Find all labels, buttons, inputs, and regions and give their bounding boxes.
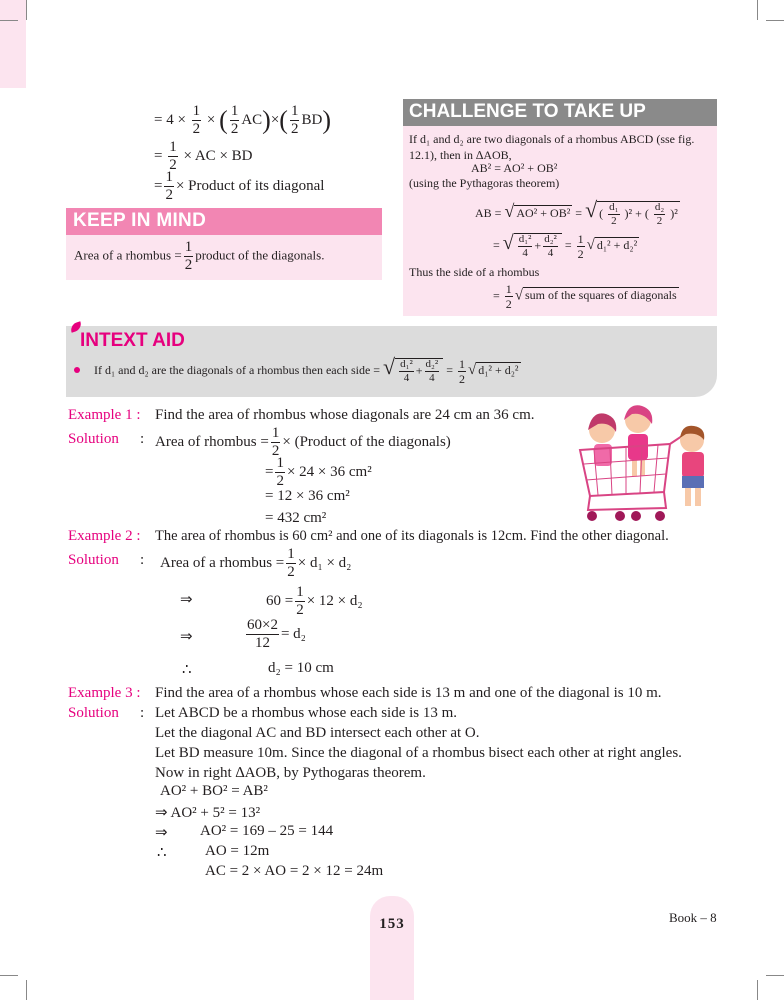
example-3-step-9: AC = 2 × AO = 2 × 12 = 24m xyxy=(205,863,384,879)
challenge-para-2: (using the Pythagoras theorem) xyxy=(409,176,560,190)
boy-legs xyxy=(685,488,691,506)
example-3-step-6: ⇒ AO² + 5² = 13² xyxy=(155,805,261,821)
example-3-step-4: Now in right ∆AOB, by Pythogaras theorem. xyxy=(155,765,426,781)
left-margin-tab xyxy=(0,0,26,88)
crop-mark xyxy=(766,20,784,21)
solution-colon: : xyxy=(140,552,145,568)
example-3-question: Find the area of a rhombus whose each side is 13 m and one of the diagonal is 10 m. xyxy=(155,685,662,701)
example-1-step-3: = 12 × 36 cm² xyxy=(265,488,350,504)
example-1-question: Find the area of rhombus whose diagonals are 24 cm an 36 cm. xyxy=(155,407,535,423)
example-1-solution-label: Solution xyxy=(68,431,119,447)
page-number-tab xyxy=(370,896,414,1000)
challenge-title: CHALLENGE TO TAKE UP xyxy=(409,101,646,122)
example-3-step-5: AO² + BO² = AB² xyxy=(160,783,268,799)
example-1-step-2: = $\frac{1}{2}$ × 24 × 36 cm² xyxy=(265,455,372,489)
example-3-solution-label: Solution xyxy=(68,705,119,721)
cart-wheel xyxy=(631,511,641,521)
bullet-icon xyxy=(74,367,80,373)
challenge-eq-1: AB² = AO² + OB² xyxy=(471,161,558,175)
example-2-step-1: Area of a rhombus = $\frac{1}{2}$ × d₁ × d₂ xyxy=(160,546,352,580)
challenge-eq-2: AB = √ AO² + OB² = √ ( $\frac{\text{d₁}}{2}$ )² + ( $\frac{\text{d₂}}{2}$ )² xyxy=(475,197,678,227)
crop-mark xyxy=(766,975,784,976)
challenge-para-3: Thus the side of a rhombus xyxy=(409,265,540,279)
example-3-step-7: AO² = 169 – 25 = 144 xyxy=(200,823,334,839)
cart-wheel xyxy=(587,511,597,521)
example-2-label: Example 2 : xyxy=(68,528,141,544)
crop-mark xyxy=(757,980,758,1000)
crop-mark xyxy=(26,980,27,1000)
crop-mark xyxy=(0,20,18,21)
keep-in-mind-text: Area of a rhombus = $\frac{1}{2}$ product of the diagonals. xyxy=(74,239,325,273)
challenge-box xyxy=(403,99,717,316)
example-1-step-1: Area of rhombus = $\frac{1}{2}$ × (Product of the diagonals) xyxy=(155,425,451,459)
derivation-line-3: = $\frac{1}{2}$ × Product of its diagonal xyxy=(154,169,325,203)
challenge-header xyxy=(403,99,717,126)
kids-shopping-cart-illustration xyxy=(574,400,716,526)
example-3-step-8: AO = 12m xyxy=(205,843,270,859)
intext-aid-box xyxy=(66,326,717,397)
intext-aid-title: INTEXT AID xyxy=(80,330,185,351)
solution-colon: : xyxy=(140,431,145,447)
intext-aid-text: If d₁ and d₂ are the diagonals of a rhombus then each side = √ $\frac{\text{d₁²}}{4}$ + $\frac{\text{d₂²}}{4}$ = $\frac{1}{2}$ √ d₁² + d₂² xyxy=(94,354,519,386)
derivation-line-2: = $\frac{1}{2}$ × AC × BD xyxy=(154,139,253,173)
boy-legs xyxy=(695,488,701,506)
boy-body xyxy=(682,452,704,478)
therefore-symbol: ∴ xyxy=(182,662,192,678)
implies-symbol: ⇒ xyxy=(180,629,193,645)
derivation-line-1: = 4 × $\frac{1}{2}$ × ( $\frac{1}{2}$ AC)×( $\frac{1}{2}$ BD) xyxy=(154,103,331,137)
cart-basket xyxy=(580,444,670,496)
cart-wheel xyxy=(655,511,665,521)
challenge-eq-last: = $\frac{1}{2}$ √ sum of the squares of diagonals xyxy=(493,282,677,311)
example-1-step-4: = 432 cm² xyxy=(265,510,327,526)
keep-in-mind-box xyxy=(66,208,382,280)
crop-mark xyxy=(26,0,27,20)
example-2-question: The area of rhombus is 60 cm² and one of its diagonals is 12cm. Find the other diagonal. xyxy=(155,528,669,544)
example-2-solution-label: Solution xyxy=(68,552,119,568)
therefore-symbol: ∴ xyxy=(157,845,167,861)
crop-mark xyxy=(0,975,18,976)
page-number: 153 xyxy=(379,916,405,932)
implies-symbol: ⇒ xyxy=(180,592,193,608)
challenge-para-1: If d₁ and d₂ are two diagonals of a rhombus ABCD (sse fig. 12.1), then in ∆AOB, xyxy=(409,132,695,162)
keep-in-mind-header xyxy=(66,208,382,235)
example-3-step-1: Let ABCD be a rhombus whose each side is 13 m. xyxy=(155,705,458,721)
crop-mark xyxy=(757,0,758,20)
example-2-step-3: $\frac{60\times 2}{12}$ = d₂ xyxy=(247,617,306,651)
cart-wheel xyxy=(615,511,625,521)
book-label: Book – 8 xyxy=(669,910,717,925)
example-2-step-2: 60 = $\frac{1}{2}$ × 12 × d₂ xyxy=(266,584,363,618)
implies-symbol: ⇒ xyxy=(155,825,168,841)
keep-in-mind-title: KEEP IN MIND xyxy=(73,210,207,231)
girl-legs xyxy=(632,460,637,476)
example-2-step-4: d₂ = 10 cm xyxy=(268,660,334,676)
challenge-eq-3: = √ $\frac{\text{d₁²}}{4}$ + $\frac{\text{d₂²}}{4}$ = $\frac{1}{2}$ √ d₁² + d₂² xyxy=(493,231,638,261)
boy-shorts xyxy=(682,476,704,488)
example-1-label: Example 1 : xyxy=(68,407,141,423)
example-3-step-2: Let the diagonal AC and BD intersect each other at O. xyxy=(155,725,480,741)
example-3-label: Example 3 : xyxy=(68,685,141,701)
solution-colon: : xyxy=(140,705,145,721)
example-3-step-3: Let BD measure 10m. Since the diagonal of a rhombus bisect each other at right angles. xyxy=(155,745,682,761)
